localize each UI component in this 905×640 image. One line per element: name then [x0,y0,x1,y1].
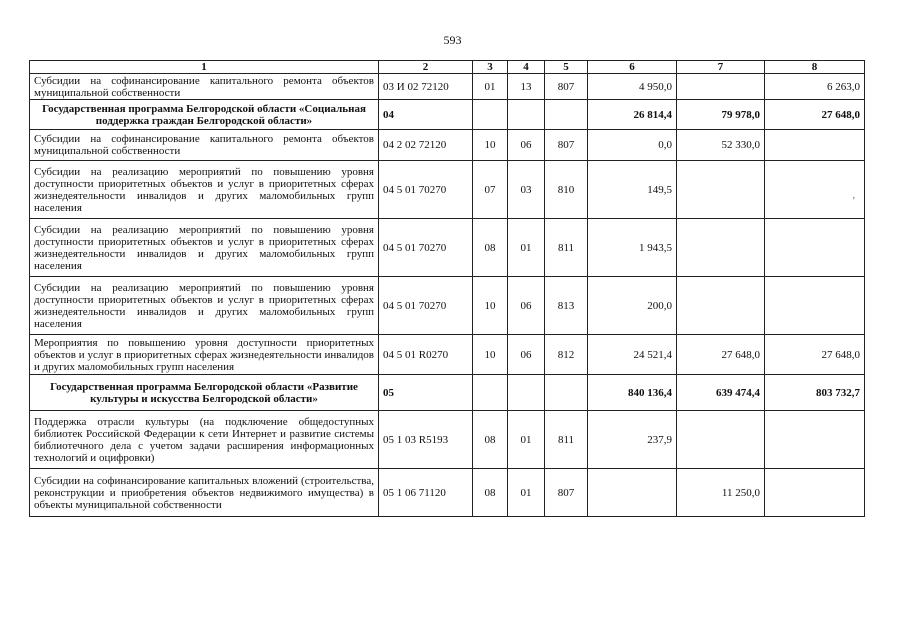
table-header-row [30,61,865,74]
amount-cell [677,219,765,277]
description-cell: Субсидии на реализацию мероприятий по повышению уровня доступности приоритетных объектов и услуг в приоритетных сферах жизнедеятельности инвалидов и других маломобильных групп населения [30,219,379,277]
amount-cell: 237,9 [588,411,677,469]
amount-cell [677,277,765,335]
description-cell: Государственная программа Белгородской области «Социальная поддержка граждан Белгородской области» [30,100,379,130]
section-cell: 08 [473,469,508,517]
subsection-cell [508,375,545,411]
subsection-cell: 06 [508,335,545,375]
expense-type-cell: 811 [545,411,588,469]
code-cell: 05 1 06 71120 [379,469,473,517]
margin-mark: , [852,190,855,200]
amount-cell: 27 648,0 [765,100,865,130]
amount-cell [765,219,865,277]
amount-cell: 0,0 [588,130,677,161]
code-cell: 05 [379,375,473,411]
section-cell: 10 [473,335,508,375]
code-cell: 03 И 02 72120 [379,74,473,100]
expense-type-cell: 807 [545,469,588,517]
amount-cell [765,469,865,517]
section-cell: 08 [473,219,508,277]
code-cell: 04 2 02 72120 [379,130,473,161]
amount-cell: 6 263,0 [765,74,865,100]
header-cell: 3 [473,61,508,74]
amount-cell [765,130,865,161]
amount-cell: 1 943,5 [588,219,677,277]
expense-type-cell: 811 [545,219,588,277]
subsection-cell: 01 [508,219,545,277]
expense-type-cell: 810 [545,161,588,219]
description-cell: Субсидии на софинансирование капитального ремонта объектов муниципальной собственности [30,130,379,161]
table-row [30,161,865,219]
section-cell: 07 [473,161,508,219]
amount-cell [677,411,765,469]
amount-cell: 26 814,4 [588,100,677,130]
description-cell: Субсидии на реализацию мероприятий по повышению уровня доступности приоритетных объектов и услуг в приоритетных сферах жизнедеятельности инвалидов и других маломобильных групп населения [30,277,379,335]
section-cell [473,100,508,130]
table-row [30,74,865,100]
table-row [30,130,865,161]
amount-cell: 79 978,0 [677,100,765,130]
subsection-cell [508,100,545,130]
expense-type-cell: 812 [545,335,588,375]
header-cell: 5 [545,61,588,74]
table-row [30,411,865,469]
description-cell: Субсидии на реализацию мероприятий по повышению уровня доступности приоритетных объектов и услуг в приоритетных сферах жизнедеятельности инвалидов и других маломобильных групп населения [30,161,379,219]
description-cell: Поддержка отрасли культуры (на подключение общедоступных библиотек Российской Федерации к сети Интернет и развитие системы библиотечного дела с учетом задачи расширения информационных технологий и оцифровки) [30,411,379,469]
header-cell: 6 [588,61,677,74]
amount-cell [765,161,865,219]
table-row [30,277,865,335]
amount-cell [765,277,865,335]
subsection-cell: 06 [508,130,545,161]
header-cell: 7 [677,61,765,74]
table-row [30,469,865,517]
code-cell: 04 5 01 70270 [379,277,473,335]
header-cell: 8 [765,61,865,74]
section-cell: 08 [473,411,508,469]
amount-cell [677,161,765,219]
header-cell: 1 [30,61,379,74]
amount-cell: 840 136,4 [588,375,677,411]
expense-type-cell: 813 [545,277,588,335]
description-cell: Мероприятия по повышению уровня доступности приоритетных объектов и услуг в приоритетных сферах жизнедеятельности инвалидов и других маломобильных групп населения [30,335,379,375]
table-row [30,335,865,375]
subsection-cell: 13 [508,74,545,100]
program-row [30,100,865,130]
amount-cell: 52 330,0 [677,130,765,161]
code-cell: 04 5 01 R0270 [379,335,473,375]
amount-cell: 149,5 [588,161,677,219]
amount-cell: 803 732,7 [765,375,865,411]
header-cell: 2 [379,61,473,74]
section-cell [473,375,508,411]
amount-cell: 4 950,0 [588,74,677,100]
section-cell: 10 [473,130,508,161]
amount-cell: 27 648,0 [677,335,765,375]
amount-cell [765,411,865,469]
section-cell: 01 [473,74,508,100]
amount-cell [677,74,765,100]
expense-type-cell: 807 [545,130,588,161]
section-cell: 10 [473,277,508,335]
code-cell: 04 [379,100,473,130]
table-row [30,219,865,277]
page-number: 593 [443,33,462,47]
amount-cell: 639 474,4 [677,375,765,411]
code-cell: 04 5 01 70270 [379,219,473,277]
amount-cell: 27 648,0 [765,335,865,375]
description-cell: Субсидии на софинансирование капитальных вложений (строительства, реконструкции и приобретения объектов недвижимого имущества) в объекты муниципальной собственности [30,469,379,517]
description-cell: Государственная программа Белгородской области «Развитие культуры и искусства Белгородской области» [30,375,379,411]
expense-type-cell [545,375,588,411]
program-row [30,375,865,411]
subsection-cell: 01 [508,411,545,469]
expense-type-cell [545,100,588,130]
expense-type-cell: 807 [545,74,588,100]
description-cell: Субсидии на софинансирование капитального ремонта объектов муниципальной собственности [30,74,379,100]
subsection-cell: 01 [508,469,545,517]
subsection-cell: 03 [508,161,545,219]
subsection-cell: 06 [508,277,545,335]
code-cell: 05 1 03 R5193 [379,411,473,469]
amount-cell: 200,0 [588,277,677,335]
code-cell: 04 5 01 70270 [379,161,473,219]
header-cell: 4 [508,61,545,74]
budget-table [29,60,865,517]
amount-cell: 11 250,0 [677,469,765,517]
amount-cell: 24 521,4 [588,335,677,375]
amount-cell [588,469,677,517]
